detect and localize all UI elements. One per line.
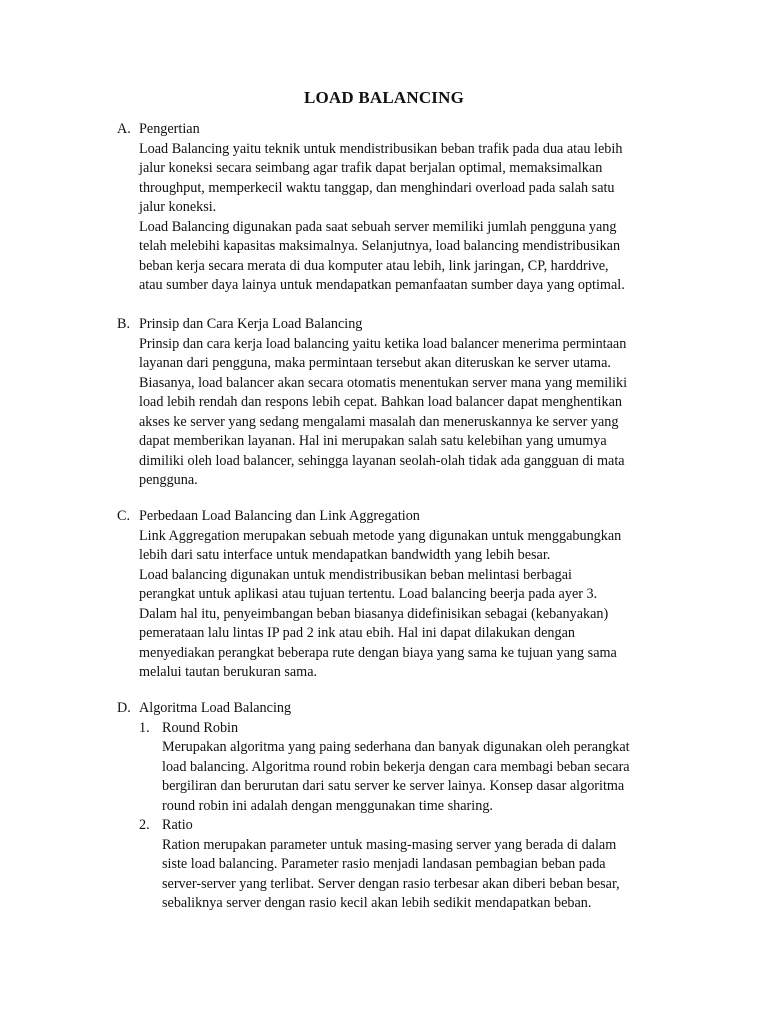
paragraph-line: Link Aggregation merupakan sebuah metode yang digunakan untuk menggabungkan <box>139 527 622 544</box>
paragraph-line: load lebih rendah dan respons lebih cepat. Bahkan load balancer dapat menghentikan <box>139 394 622 410</box>
section-body <box>139 315 687 491</box>
paragraph-line: siste load balancing. Parameter rasio menjadi landasan pembagian beban pada <box>162 856 606 872</box>
paragraph-line: Dalam hal itu, penyeimbangan beban biasanya didefinisikan sebagai (kebanyakan) <box>139 605 609 622</box>
paragraph-line: Prinsip dan cara kerja load balancing yaitu ketika load balancer menerima permintaan <box>139 335 627 352</box>
paragraph-line: Load Balancing yaitu teknik untuk mendistribusikan beban trafik pada dua atau lebih <box>139 140 623 157</box>
paragraph-line: dapat memberikan layanan. Hal ini merupakan salah satu kelebihan yang umumya <box>139 433 607 449</box>
section-body <box>139 507 687 683</box>
section-letter: A. <box>117 121 131 137</box>
paragraph-line: server-server yang terlibat. Server dengan rasio terbesar akan diberi beban besar, <box>162 875 620 892</box>
section-title: Pengertian <box>139 121 200 137</box>
paragraph-line: throughput, memperkecil waktu tanggap, dan menghindari overload pada salah satu <box>139 179 615 196</box>
section-title: Algoritma Load Balancing <box>139 700 292 716</box>
section-letter: D. <box>117 700 131 716</box>
paragraph-line: lebih dari satu interface untuk mendapatkan bandwidth yang lebih besar. <box>139 547 551 563</box>
list-item-ratio <box>139 816 687 914</box>
section-algoritma <box>117 699 687 914</box>
section-prinsip <box>117 315 687 491</box>
paragraph-line: menyediakan perangkat beberapa rute dengan biaya yang sama ke tujuan yang sama <box>139 644 617 661</box>
paragraph-line: load balancing. Algoritma round robin bekerja dengan cara membagi beban secara <box>162 758 630 775</box>
list-item-body <box>162 836 687 914</box>
section-title: Perbedaan Load Balancing dan Link Aggregation <box>139 508 420 524</box>
list-item-title: Ratio <box>162 817 193 833</box>
document-title: LOAD BALANCING <box>303 88 465 107</box>
paragraph-line: jalur koneksi secara seimbang agar trafik dapat berjalan optimal, memaksimalkan <box>139 160 603 176</box>
section-body <box>139 120 687 296</box>
section-body <box>117 699 687 914</box>
paragraph-line: perangkat untuk aplikasi atau tujuan tertentu. Load balancing beerja pada ayer 3. <box>139 586 598 602</box>
paragraph-line: round robin ini adalah dengan menggunakan time sharing. <box>162 797 493 814</box>
section-title: Prinsip dan Cara Kerja Load Balancing <box>139 316 363 332</box>
paragraph-line: dimiliki oleh load balancer, sehingga layanan seolah-olah tidak ada gangguan di mata <box>139 452 625 469</box>
list-item-number: 1. <box>139 719 150 736</box>
paragraph-line: akses ke server yang sedang mengalami masalah dan meneruskannya ke server yang <box>139 413 619 430</box>
section-perbedaan <box>117 507 687 683</box>
section-letter: B. <box>117 316 131 332</box>
list-item-title: Round Robin <box>162 719 239 736</box>
list-item-round-robin <box>139 719 687 817</box>
paragraph-line: Load Balancing digunakan pada saat sebuah server memiliki jumlah pengguna yang <box>139 218 617 235</box>
paragraph-line: jalur koneksi. <box>139 199 217 215</box>
paragraph-line: atau sumber daya lainya untuk mendapatkan pemanfaatan sumber daya yang optimal. <box>139 277 625 293</box>
section-pengertian <box>117 120 687 296</box>
paragraph-line: telah melebihi kapasitas maksimalnya. Selanjutnya, load balancing mendistribusikan <box>139 238 621 254</box>
paragraph-line: sebaliknya server dengan rasio kecil akan lebih sedikit mendapatkan beban. <box>162 895 592 911</box>
paragraph-line: Load balancing digunakan untuk mendistribusikan beban melintasi berbagai <box>139 566 572 583</box>
paragraph-line: pemerataan lalu lintas IP pad 2 ink atau ebih. Hal ini dapat dilakukan dengan <box>139 625 575 641</box>
paragraph-line: layanan dari pengguna, maka permintaan tersebut akan diteruskan ke server utama. <box>139 355 611 371</box>
paragraph-line: beban kerja secara merata di dua komputer atau lebih, link jaringan, CP, harddrive, <box>139 257 609 274</box>
list-item-heading <box>139 719 687 739</box>
section-letter: C. <box>117 508 131 524</box>
list-item-heading <box>139 816 687 836</box>
paragraph-line: bergiliran dan berurutan dari satu server ke server lainya. Konsep dasar algoritma <box>162 778 625 794</box>
list-item-body <box>162 738 687 816</box>
paragraph-line: Biasanya, load balancer akan secara otomatis menentukan server mana yang memiliki <box>139 374 628 391</box>
paragraph-line: melalui tautan berukuran sama. <box>139 664 318 680</box>
list-item-number: 2. <box>139 817 150 833</box>
paragraph-line: Ration merupakan parameter untuk masing-masing server yang berada di dalam <box>162 836 617 853</box>
paragraph-line: pengguna. <box>139 472 198 488</box>
paragraph-line: Merupakan algoritma yang paing sederhana dan banyak digunakan oleh perangkat <box>162 739 630 755</box>
